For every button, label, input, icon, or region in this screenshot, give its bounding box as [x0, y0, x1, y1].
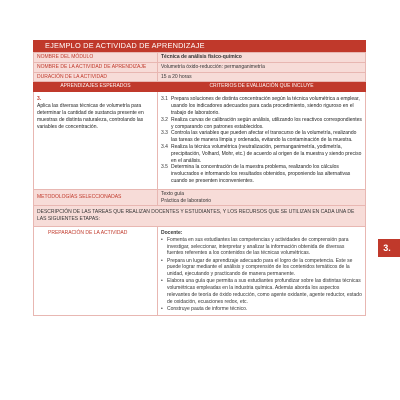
criterio-item: 3.3 Controla las variables que pueden afectar el transcurso de la volumetría, realizando las tareas de manera limpia y ordenada, evitando la contaminación de la muestra. [161, 130, 357, 144]
aprendizaje-text: Aplica las diversas técnicas de volumetría para determinar la cantidad de sustancia presente en muestras de distinta naturaleza, controlando las variables de concentración. [37, 103, 144, 130]
aprendizaje-row [34, 92, 366, 189]
list-item: • Elabora una guía que permita a sus estudiantes profundizar sobre las distintas técnicas volumétricas empleadas en la industria química. Además aborda los aspectos relevantes de teoría de óxido reducción, como agente oxidante, agente reductor, estado de oxidación, ecuaciones redox, etc. [161, 278, 362, 305]
list-item: • Construye pauta de informe técnico. [161, 306, 362, 313]
criterio-item: 3.1 Prepara soluciones de distinta concentración según la técnica volumétrica a emplear, usando los indicadores adecuados para cada procedimiento, siendo riguroso en el trabajo de laboratorio. [161, 96, 360, 116]
chapter-tab: 3. [378, 239, 400, 257]
criterio-item: 3.5 Determina la concentración de la muestra problema, realizando los cálculos involucrados e informando los resultados obtenidos, proponiendo las alternativas cuando se presenten inconvenientes. [161, 164, 351, 184]
columns-header-row [34, 82, 366, 92]
preparacion-content [158, 226, 366, 315]
activity-header [33, 40, 366, 52]
descripcion-heading: DESCRIPCIÓN DE LAS TAREAS QUE REALIZAN DOCENTES Y ESTUDIANTES, Y LOS RECURSOS QUE SE UTILIZAN EN CADA UNA DE LAS SIGUIENTES ETAPAS: [34, 206, 366, 227]
descripcion-head-row [34, 206, 366, 227]
preparacion-label: PREPARACIÓN DE LA ACTIVIDAD [34, 226, 158, 315]
metodologias-label: METODOLOGÍAS SELECCIONADAS [34, 189, 158, 206]
aprendizaje-cell [34, 92, 158, 189]
preparacion-row [34, 226, 366, 315]
aprendizaje-number: 3. [37, 96, 42, 103]
metodologia-item: Práctica de laboratorio [161, 197, 212, 204]
info-value: Técnica de análisis físico-químico [158, 53, 366, 63]
list-item: • Prepara un lugar de aprendizaje adecuado para el logro de la competencia. Este se puede lograr mediante el análisis y comprensión de los contenidos temáticos de la unidad, ejecutando y practicando de manera permanente. [161, 258, 362, 278]
info-label: NOMBRE DEL MÓDULO [34, 53, 158, 63]
criterio-item: 3.4 Realiza la técnica volumétrica (neutralización, permanganimetría, yodimetría, precipitación, Volhard, Mohr, etc.) de acuerdo al origen de la muestra y siendo preciso en el análisis. [161, 143, 362, 164]
activity-page [33, 40, 366, 400]
metodologias-value [158, 189, 366, 206]
docente-role: Docente: [161, 229, 183, 236]
preparacion-list [161, 237, 362, 313]
aprendizajes-header: APRENDIZAJES ESPERADOS [34, 82, 158, 92]
info-table [33, 52, 366, 316]
info-row-modulo [34, 53, 366, 63]
metodologia-item: Texto guía [161, 190, 185, 197]
info-label: DURACIÓN DE LA ACTIVIDAD [34, 72, 158, 82]
info-value: Volumetría óxido-reducción: permanganimetría [158, 62, 366, 72]
info-value: 15 a 20 horas [158, 72, 366, 82]
activity-title: EJEMPLO DE ACTIVIDAD DE APRENDIZAJE [45, 41, 205, 50]
criterios-header: CRITERIOS DE EVALUACIÓN QUE INCLUYE [158, 82, 366, 92]
metodologias-row [34, 189, 366, 206]
list-item: • Fomenta en sus estudiantes las competencias y actividades de comprensión para investigar, seleccionar, interpretar y analizar la información obtenida de diversas fuentes referentes a los contenidos de las técnicas volumétricas. [161, 237, 362, 257]
info-label: NOMBRE DE LA ACTIVIDAD DE APRENDIZAJE [34, 62, 158, 72]
criterio-item: 3.2 Realiza curvas de calibración según análisis, utilizando los reactivos correspondientes y comparando con patrones establecidos. [161, 116, 362, 130]
info-row-actividad [34, 62, 366, 72]
criterios-cell [158, 92, 366, 189]
info-row-duracion [34, 72, 366, 82]
